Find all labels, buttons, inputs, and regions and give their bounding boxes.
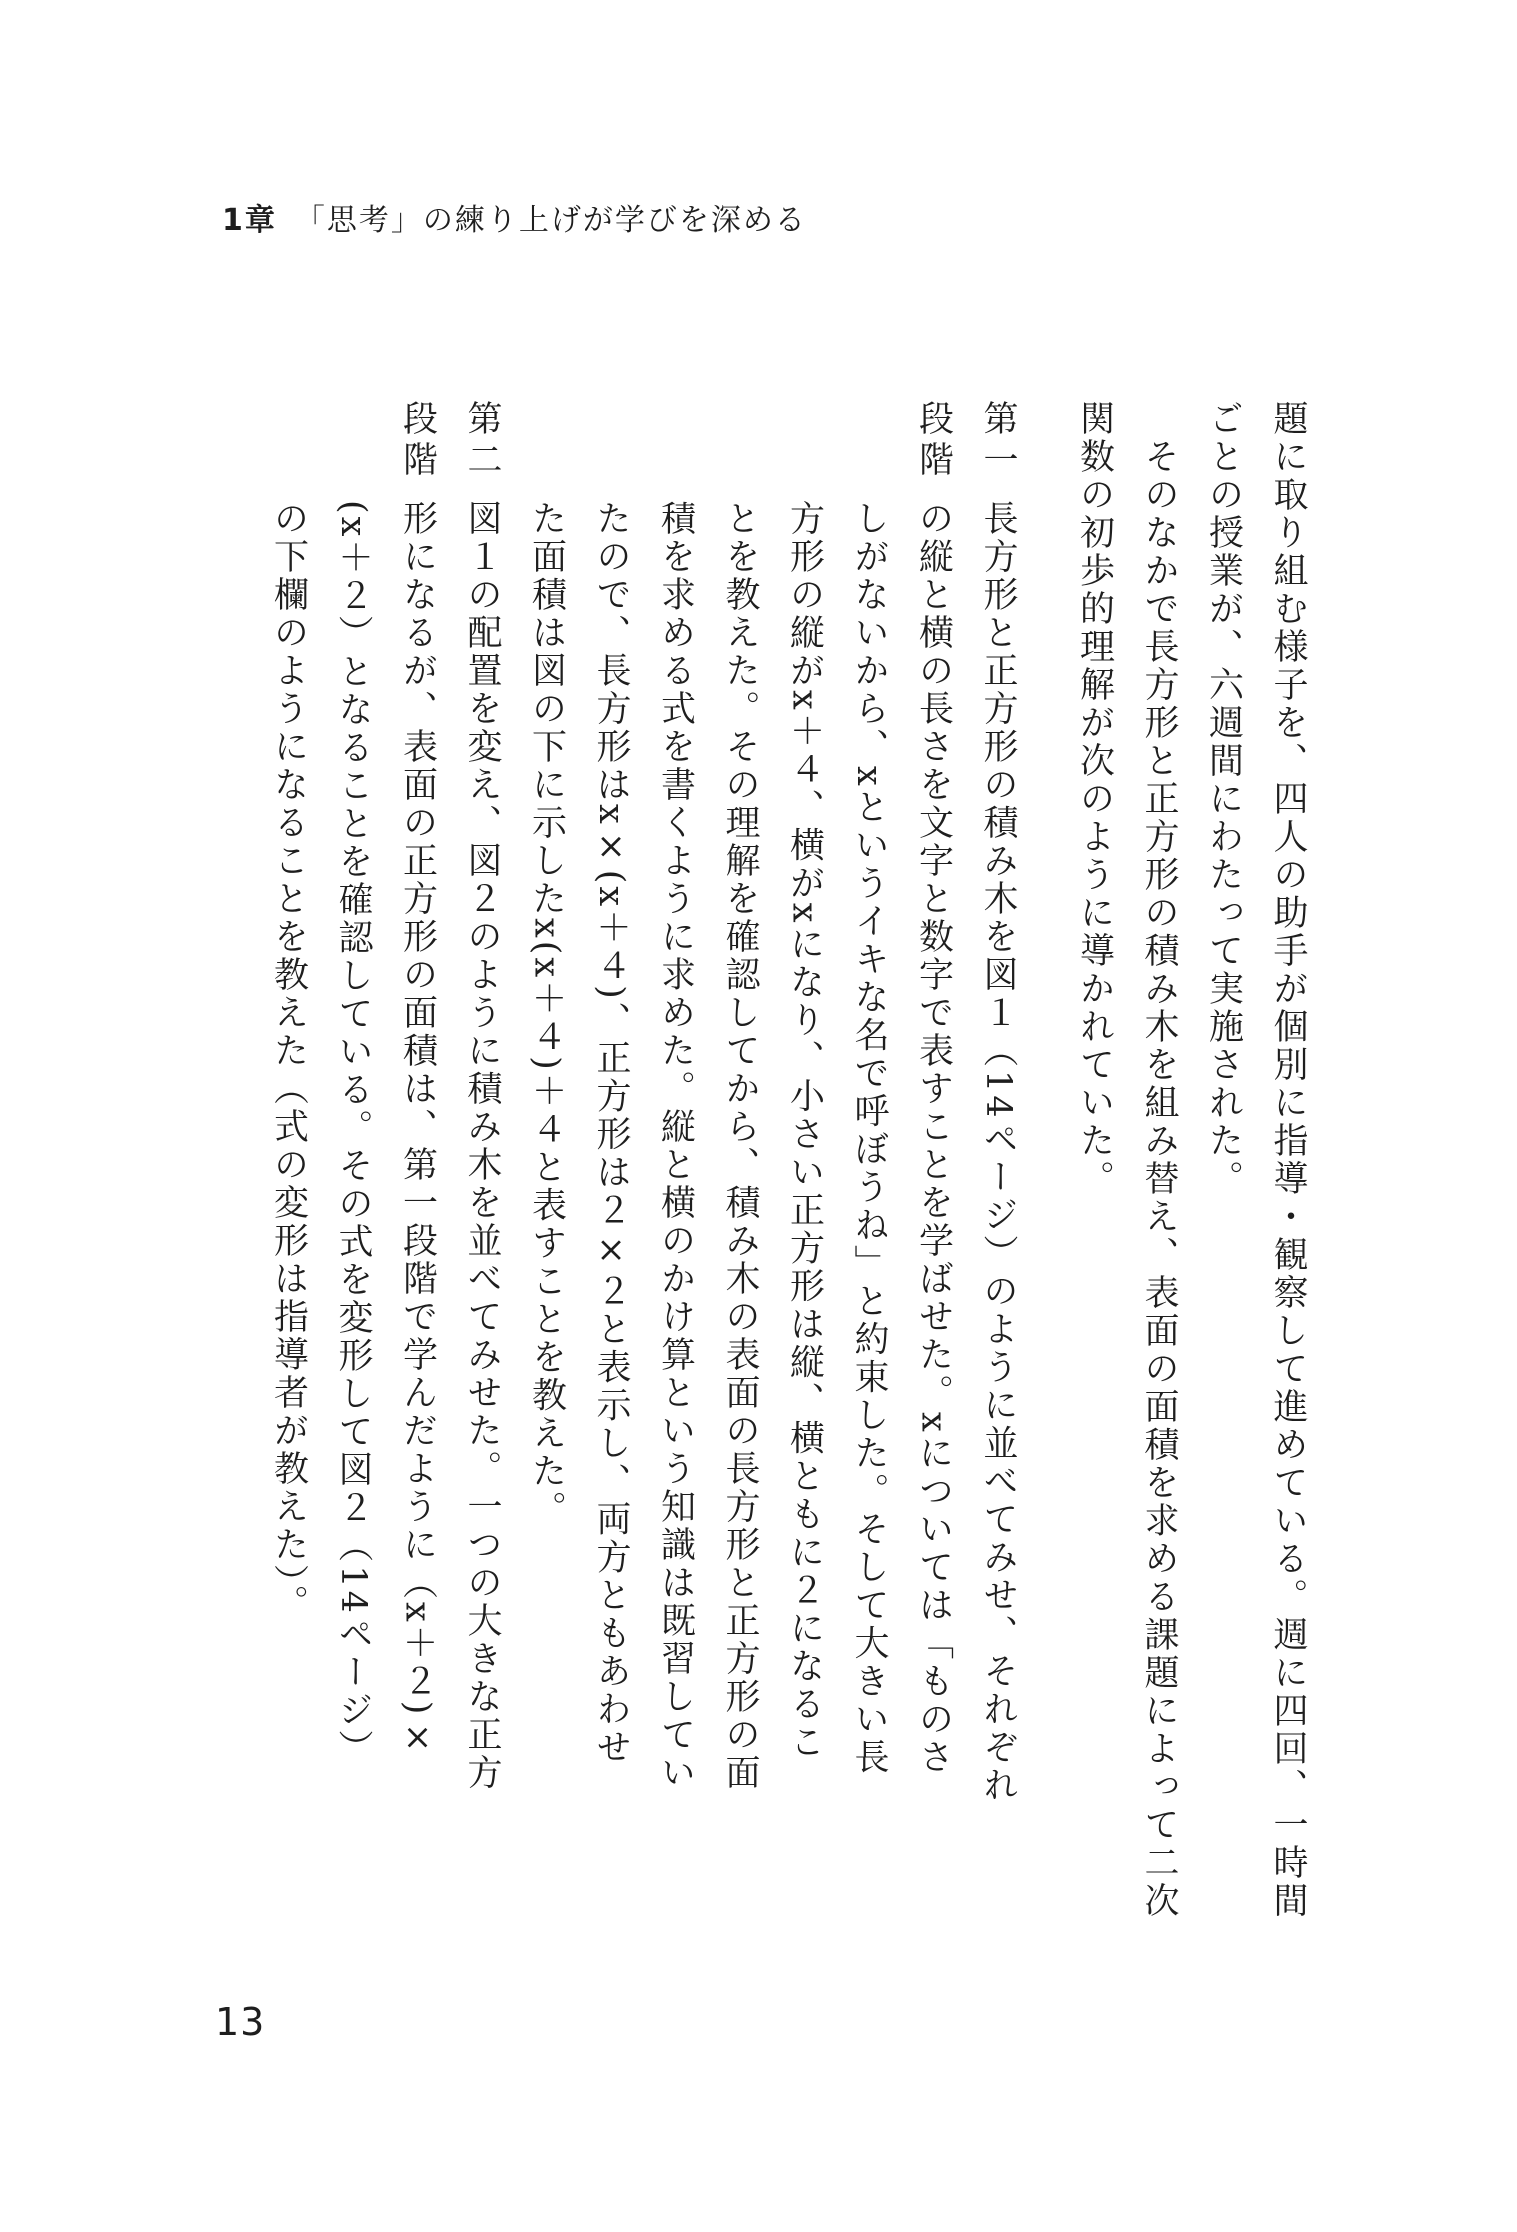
chapter-title: 「思考」の練り上げが学びを深める <box>294 203 807 238</box>
body-line: (x＋２）となることを確認している。その式を変形して図２（14ページ） <box>333 500 373 1768</box>
vertical-text-block <box>200 400 1320 1920</box>
body-line: の縦と横の長さを文字と数字で表すことを学ばせた。xについては「ものさ <box>913 500 954 1777</box>
page-number: 13 <box>215 2000 266 2044</box>
body-line: 関数の初歩的理解が次のように導かれていた。 <box>1074 400 1115 1198</box>
body-line: 題に取り組む様子を、四人の助手が個別に指導・観察して進めている。週に四回、一時間 <box>1268 400 1308 1920</box>
stage-one-section <box>514 400 1030 1840</box>
body-line: の下欄のようになることを教えた（式の変形は指導者が教えた）。 <box>268 500 309 1623</box>
body-line: 積を求める式を書くように求めた。縦と横のかけ算という知識は既習してい <box>655 500 696 1792</box>
body-line: 図１の配置を変え、図２のように積み木を並べてみせた。一つの大きな正方 <box>462 500 502 1792</box>
body-line: そのなかで長方形と正方形の積み木を組み替え、表面の面積を求める課題によって二次 <box>1139 400 1179 1920</box>
stage-two-section <box>256 400 514 1840</box>
body-line: ごとの授業が、六週間にわたって実施された。 <box>1203 400 1244 1198</box>
section-gap <box>1030 400 1062 1840</box>
body-line: 方形の縦がx＋４、横がxになり、小さい正方形は縦、横ともに２になるこ <box>784 500 825 1762</box>
body-line: た面積は図の下に示したx(x＋４)＋４と表すことを教えた。 <box>526 500 567 1529</box>
body-line: 長方形と正方形の積み木を図１（14ページ）のように並べてみせ、それぞれ <box>978 500 1018 1805</box>
stage-two-label: 第二段階 <box>397 400 502 482</box>
running-head <box>222 195 807 239</box>
stage-one-label: 第一段階 <box>913 400 1018 482</box>
body-line: とを教えた。その理解を確認してから、積み木の表面の長方形と正方形の面 <box>720 500 760 1792</box>
body-line: 形になるが、表面の正方形の面積は、第一段階で学んだように（x＋２)× <box>397 500 438 1761</box>
body-line: たので、長方形はx×(x＋４)、正方形は２×２と表示し、両方ともあわせ <box>591 500 631 1767</box>
chapter-number: 1章 <box>222 203 277 238</box>
stage-one-body <box>514 500 1030 1805</box>
body-line: しがないから、xというイキな名で呼ぼうね」と約束した。そして大きい長 <box>849 500 889 1777</box>
stage-two-body <box>256 500 514 1792</box>
